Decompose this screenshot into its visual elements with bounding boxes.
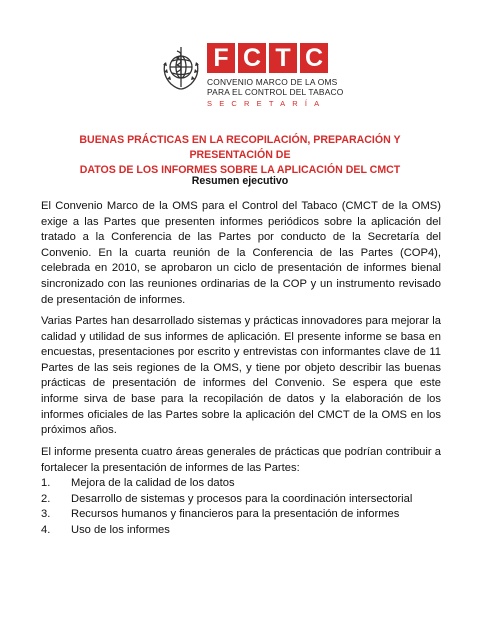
secretaria-label: SECRETARÍA bbox=[207, 99, 327, 108]
paragraph-3: El informe presenta cuatro áreas generales de prácticas que podrían contribuir a fortalecer la presentación de informes de las Partes: bbox=[41, 446, 441, 474]
list-item-text: Mejora de la calidad de los datos bbox=[71, 477, 235, 489]
list-item bbox=[41, 523, 441, 539]
list-item-number: 2. bbox=[41, 492, 51, 505]
document-title bbox=[40, 133, 440, 178]
fctc-logo bbox=[159, 43, 344, 113]
title-line-2: DATOS DE LOS INFORMES SOBRE LA APLICACIÓN DEL CMCT bbox=[79, 164, 401, 176]
list-item-number: 1. bbox=[41, 477, 51, 489]
logo-letter: C bbox=[300, 43, 328, 73]
paragraph-1: El Convenio Marco de la OMS para el Control del Tabaco (CMCT de la OMS) exige a las Partes que presenten informes periódicos sobre la aplicación del tratado a la Conferencia de las Partes por conducto de la Secretaría del Convenio. En la cuarta reunión de la Conferencia de las Partes (COP4), celebrada en 2010, se aprobaron un ciclo de presentación de informes bienal sincronizado con las reuniones ordinarias de la COP y un instrumento revisado de presentación de informes. bbox=[41, 200, 441, 306]
org-name-line-2: PARA EL CONTROL DEL TABACO bbox=[207, 87, 344, 97]
list-item-number: 4. bbox=[41, 523, 51, 536]
list-item-number: 3. bbox=[41, 508, 51, 521]
paragraph-2: Varias Partes han desarrollado sistemas y prácticas innovadores para mejorar la calidad y utilidad de sus informes de aplicación. El presente informe se basa en encuestas, presentaciones por escrito y entrevistas con informantes clave de 11 Partes de las seis regiones de la OMS, y tiene por objeto describir las buenas prácticas de presentación de informes del Convenio. Se espera que este informe sirva de base para la recopilación de datos y la elaboración de los informes oficiales de las Partes sobre la aplicación del CMCT de la OMS en los próximos años. bbox=[41, 315, 441, 437]
title-line-1: BUENAS PRÁCTICAS EN LA RECOPILACIÓN, PREPARACIÓN Y PRESENTACIÓN DE bbox=[79, 134, 401, 161]
list-item bbox=[41, 476, 441, 492]
list-item-text: Recursos humanos y financieros para la presentación de informes bbox=[71, 508, 400, 521]
section-heading: Resumen ejecutivo bbox=[191, 175, 289, 187]
logo-letter: C bbox=[238, 43, 266, 73]
logo-letter: F bbox=[207, 43, 235, 73]
practice-areas-list bbox=[41, 476, 441, 538]
list-item bbox=[41, 507, 441, 523]
list-item-text: Uso de los informes bbox=[71, 523, 170, 536]
list-item bbox=[41, 492, 441, 508]
logo-letter: T bbox=[269, 43, 297, 73]
fctc-letters bbox=[207, 43, 328, 73]
org-name-line-1: CONVENIO MARCO DE LA OMS bbox=[207, 77, 338, 87]
list-item-text: Desarrollo de sistemas y procesos para la coordinación intersectorial bbox=[71, 492, 413, 505]
who-emblem-icon bbox=[159, 43, 203, 95]
